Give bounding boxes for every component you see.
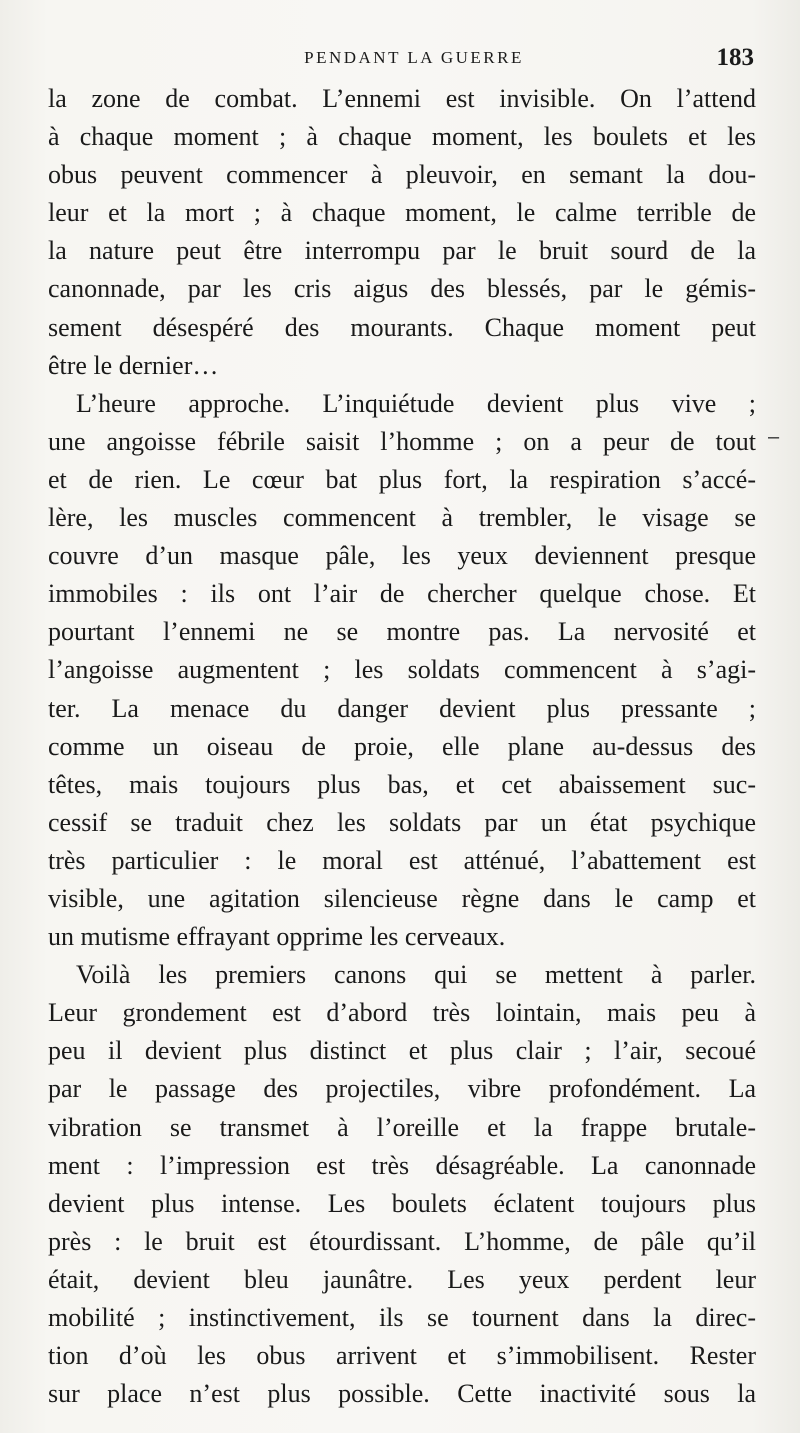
text-line: leur et la mort ; à chaque moment, le calme terrible de (48, 198, 756, 228)
page-number: 183 (716, 44, 754, 71)
text-line: l’angoisse augmentent ; les soldats commencent à s’agi- (48, 655, 756, 685)
text-line: obus peuvent commencer à pleuvoir, en semant la dou- (48, 160, 756, 190)
body-text (48, 80, 756, 1413)
text-line: très particulier : le moral est atténué, l’abattement est (48, 845, 756, 875)
text-line: L’heure approche. L’inquiétude devient plus vive ; (76, 388, 756, 418)
text-line: canonnade, par les cris aigus des blessés, par le gémis- (48, 274, 756, 304)
text-line: lère, les muscles commencent à trembler, le visage se (48, 503, 756, 533)
text-line: Voilà les premiers canons qui se mettent à parler. (76, 960, 756, 990)
text-line: peu il devient plus distinct et plus clair ; l’air, secoué (48, 1036, 756, 1066)
text-line: devient plus intense. Les boulets éclatent toujours plus (48, 1188, 756, 1218)
text-line: la nature peut être interrompu par le bruit sourd de la (48, 236, 756, 266)
text-line: Leur grondement est d’abord très lointain, mais peu à (48, 998, 756, 1028)
running-head (50, 44, 758, 74)
text-line: une angoisse fébrile saisit l’homme ; on a peur de tout (48, 426, 756, 456)
text-line: ter. La menace du danger devient plus pressante ; (48, 693, 756, 723)
text-line: être le dernier… (48, 350, 219, 380)
text-line: et de rien. Le cœur bat plus fort, la respiration s’accé- (48, 464, 756, 494)
text-line: visible, une agitation silencieuse règne dans le camp et (48, 883, 756, 913)
text-line: était, devient bleu jaunâtre. Les yeux perdent leur (48, 1264, 756, 1294)
text-line: sement désespéré des mourants. Chaque moment peut (48, 312, 756, 342)
text-line: à chaque moment ; à chaque moment, les boulets et les (48, 122, 756, 152)
text-line: tion d’où les obus arrivent et s’immobilisent. Rester (48, 1341, 756, 1371)
margin-mark: – (768, 426, 780, 448)
text-line: sur place n’est plus possible. Cette inactivité sous la (48, 1379, 756, 1409)
text-line: mobilité ; instinctivement, ils se tournent dans la direc- (48, 1303, 756, 1332)
text-line: ment : l’impression est très désagréable. La canonnade (48, 1150, 756, 1180)
text-line: immobiles : ils ont l’air de chercher quelque chose. Et (48, 579, 756, 609)
text-line: comme un oiseau de proie, elle plane au-dessus des (48, 731, 756, 761)
text-line: la zone de combat. L’ennemi est invisible. On l’attend (48, 84, 756, 113)
running-title: PENDANT LA GUERRE (304, 48, 524, 67)
text-line: pourtant l’ennemi ne se montre pas. La nervosité et (48, 617, 756, 647)
text-line: cessif se traduit chez les soldats par un état psychique (48, 807, 756, 837)
text-line: par le passage des projectiles, vibre profondément. La (48, 1074, 756, 1104)
text-line: têtes, mais toujours plus bas, et cet abaissement suc- (48, 769, 756, 799)
text-line: vibration se transmet à l’oreille et la frappe brutale- (48, 1112, 756, 1142)
text-line: couvre d’un masque pâle, les yeux deviennent presque (48, 541, 756, 571)
text-line: près : le bruit est étourdissant. L’homme, de pâle qu’il (48, 1226, 756, 1256)
text-line: un mutisme effrayant opprime les cerveaux. (48, 922, 506, 952)
